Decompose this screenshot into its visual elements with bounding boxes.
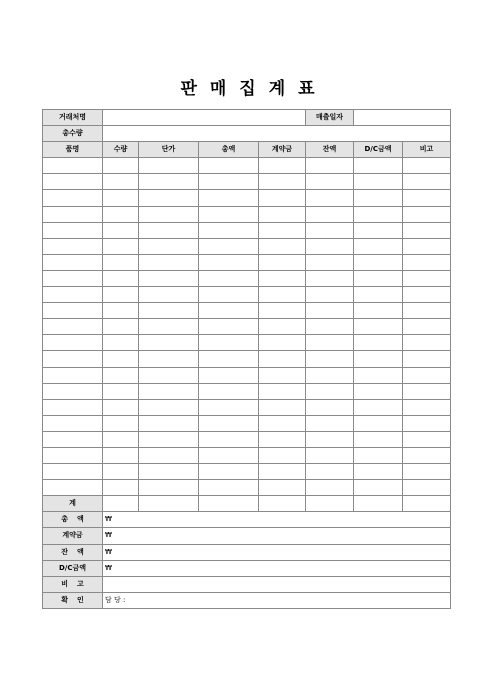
table-cell[interactable] — [306, 206, 354, 222]
table-cell[interactable] — [403, 270, 451, 286]
table-cell[interactable] — [259, 303, 306, 319]
client-label: 거래처명 — [43, 110, 103, 126]
col-remarks: 비고 — [403, 142, 451, 158]
total-qty-label: 총수량 — [43, 126, 103, 142]
table-cell[interactable] — [103, 174, 139, 190]
table-cell[interactable] — [306, 351, 354, 367]
dc-amount-label: D/C금액 — [43, 560, 103, 576]
table-cell[interactable] — [43, 351, 103, 367]
table-cell[interactable] — [403, 174, 451, 190]
table-row — [43, 367, 451, 383]
table-cell[interactable] — [354, 319, 403, 335]
table-row — [43, 303, 451, 319]
table-cell[interactable] — [403, 158, 451, 174]
col-unit-price: 단가 — [139, 142, 199, 158]
table-row — [43, 399, 451, 415]
total-row-cell[interactable] — [354, 496, 403, 512]
table-cell[interactable] — [199, 431, 259, 447]
table-cell[interactable] — [139, 270, 199, 286]
table-row — [43, 383, 451, 399]
table-cell[interactable] — [139, 415, 199, 431]
table-cell[interactable] — [43, 383, 103, 399]
table-cell[interactable] — [259, 206, 306, 222]
table-cell[interactable] — [139, 431, 199, 447]
table-cell[interactable] — [403, 335, 451, 351]
table-cell[interactable] — [354, 383, 403, 399]
table-cell[interactable] — [139, 303, 199, 319]
table-cell[interactable] — [403, 222, 451, 238]
col-quantity: 수량 — [103, 142, 139, 158]
table-cell[interactable] — [306, 383, 354, 399]
table-cell[interactable] — [199, 319, 259, 335]
table-cell[interactable] — [306, 464, 354, 480]
table-cell[interactable] — [306, 399, 354, 415]
confirm-field[interactable]: 담 당 : — [103, 592, 451, 608]
client-field[interactable] — [103, 110, 306, 126]
table-cell[interactable] — [306, 319, 354, 335]
table-cell[interactable] — [199, 303, 259, 319]
table-cell[interactable] — [354, 415, 403, 431]
table-row — [43, 222, 451, 238]
table-cell[interactable] — [103, 335, 139, 351]
table-cell[interactable] — [259, 431, 306, 447]
table-cell[interactable] — [259, 287, 306, 303]
table-row — [43, 206, 451, 222]
total-row — [43, 496, 451, 512]
total-qty-field[interactable] — [103, 126, 451, 142]
table-cell[interactable] — [199, 480, 259, 496]
table-cell[interactable] — [43, 238, 103, 254]
table-cell[interactable] — [354, 238, 403, 254]
col-total: 총액 — [199, 142, 259, 158]
table-cell[interactable] — [259, 399, 306, 415]
table-cell[interactable] — [43, 303, 103, 319]
table-cell[interactable] — [43, 480, 103, 496]
table-cell[interactable] — [139, 383, 199, 399]
page-title: 판매집계표 — [180, 79, 328, 99]
table-cell[interactable] — [306, 222, 354, 238]
table-cell[interactable] — [103, 415, 139, 431]
table-cell[interactable] — [403, 351, 451, 367]
table-cell[interactable] — [199, 287, 259, 303]
table-row — [43, 480, 451, 496]
table-cell[interactable] — [103, 447, 139, 463]
table-cell[interactable] — [103, 222, 139, 238]
remarks-label: 비고 — [43, 576, 103, 592]
table-cell[interactable] — [139, 174, 199, 190]
table-cell[interactable] — [103, 464, 139, 480]
table-cell[interactable] — [354, 303, 403, 319]
table-row — [43, 431, 451, 447]
table-cell[interactable] — [354, 270, 403, 286]
table-cell[interactable] — [199, 158, 259, 174]
table-cell[interactable] — [43, 206, 103, 222]
table-cell[interactable] — [43, 367, 103, 383]
col-dc-amount: D/C금액 — [354, 142, 403, 158]
table-cell[interactable] — [139, 254, 199, 270]
table-cell[interactable] — [259, 190, 306, 206]
table-cell[interactable] — [139, 351, 199, 367]
table-cell[interactable] — [403, 447, 451, 463]
table-row — [43, 335, 451, 351]
table-cell[interactable] — [43, 464, 103, 480]
dc-amount-field[interactable]: ₩ — [103, 560, 451, 576]
table-cell[interactable] — [403, 287, 451, 303]
table-cell[interactable] — [43, 254, 103, 270]
total-amount-field[interactable]: ₩ — [103, 512, 451, 528]
total-row-cell[interactable] — [403, 496, 451, 512]
confirm-label: 확인 — [43, 592, 103, 608]
balance-label: 잔액 — [43, 544, 103, 560]
table-cell[interactable] — [103, 383, 139, 399]
table-cell[interactable] — [259, 480, 306, 496]
table-cell[interactable] — [403, 206, 451, 222]
table-row — [43, 158, 451, 174]
table-cell[interactable] — [103, 319, 139, 335]
table-cell[interactable] — [306, 238, 354, 254]
table-cell[interactable] — [103, 254, 139, 270]
total-row-label: 계 — [43, 496, 103, 512]
table-cell[interactable] — [103, 158, 139, 174]
table-cell[interactable] — [199, 351, 259, 367]
table-row — [43, 287, 451, 303]
sale-date-label: 매출일자 — [306, 110, 354, 126]
table-cell[interactable] — [139, 238, 199, 254]
total-row-cell[interactable] — [259, 496, 306, 512]
table-row — [43, 254, 451, 270]
table-cell[interactable] — [43, 190, 103, 206]
table-cell[interactable] — [259, 319, 306, 335]
table-cell[interactable] — [199, 464, 259, 480]
table-cell[interactable] — [103, 480, 139, 496]
table-cell[interactable] — [103, 399, 139, 415]
table-cell[interactable] — [139, 335, 199, 351]
table-cell[interactable] — [259, 174, 306, 190]
table-cell[interactable] — [306, 158, 354, 174]
table-cell[interactable] — [139, 367, 199, 383]
table-cell[interactable] — [43, 447, 103, 463]
table-cell[interactable] — [403, 431, 451, 447]
table-cell[interactable] — [354, 480, 403, 496]
table-cell[interactable] — [43, 431, 103, 447]
table-cell[interactable] — [199, 447, 259, 463]
table-row — [43, 319, 451, 335]
table-cell[interactable] — [354, 351, 403, 367]
table-row — [43, 174, 451, 190]
table-cell[interactable] — [139, 287, 199, 303]
table-cell[interactable] — [199, 222, 259, 238]
table-cell[interactable] — [354, 254, 403, 270]
table-cell[interactable] — [259, 238, 306, 254]
table-cell[interactable] — [403, 190, 451, 206]
table-row — [43, 270, 451, 286]
total-row-cell[interactable] — [139, 496, 199, 512]
table-cell[interactable] — [139, 399, 199, 415]
table-cell[interactable] — [199, 367, 259, 383]
table-cell[interactable] — [354, 464, 403, 480]
table-cell[interactable] — [43, 222, 103, 238]
table-row — [43, 464, 451, 480]
total-row-cell[interactable] — [199, 496, 259, 512]
table-cell[interactable] — [103, 303, 139, 319]
table-cell[interactable] — [306, 431, 354, 447]
col-item-name: 품명 — [43, 142, 103, 158]
table-cell[interactable] — [199, 399, 259, 415]
table-cell[interactable] — [103, 238, 139, 254]
table-cell[interactable] — [306, 190, 354, 206]
table-cell[interactable] — [139, 464, 199, 480]
table-cell[interactable] — [306, 174, 354, 190]
table-cell[interactable] — [306, 480, 354, 496]
table-cell[interactable] — [259, 351, 306, 367]
table-cell[interactable] — [43, 319, 103, 335]
table-cell[interactable] — [306, 335, 354, 351]
table-cell[interactable] — [259, 222, 306, 238]
sale-date-field[interactable] — [354, 110, 451, 126]
table-cell[interactable] — [354, 174, 403, 190]
table-cell[interactable] — [43, 335, 103, 351]
table-cell[interactable] — [259, 270, 306, 286]
deposit-field[interactable]: ₩ — [103, 528, 451, 544]
table-cell[interactable] — [354, 222, 403, 238]
table-cell[interactable] — [199, 270, 259, 286]
remarks-field[interactable] — [103, 576, 451, 592]
total-row-cell[interactable] — [306, 496, 354, 512]
table-row — [43, 351, 451, 367]
col-balance: 잔액 — [306, 142, 354, 158]
table-row — [43, 190, 451, 206]
table-cell[interactable] — [354, 206, 403, 222]
table-cell[interactable] — [139, 158, 199, 174]
table-cell[interactable] — [259, 335, 306, 351]
table-cell[interactable] — [43, 399, 103, 415]
table-cell[interactable] — [403, 238, 451, 254]
table-cell[interactable] — [43, 158, 103, 174]
table-cell[interactable] — [259, 367, 306, 383]
col-deposit: 계약금 — [259, 142, 306, 158]
table-cell[interactable] — [259, 158, 306, 174]
table-cell[interactable] — [403, 254, 451, 270]
table-cell[interactable] — [103, 190, 139, 206]
table-cell[interactable] — [403, 319, 451, 335]
table-cell[interactable] — [103, 351, 139, 367]
table-cell[interactable] — [43, 270, 103, 286]
table-cell[interactable] — [354, 431, 403, 447]
table-cell[interactable] — [403, 303, 451, 319]
table-cell[interactable] — [354, 447, 403, 463]
table-cell[interactable] — [259, 464, 306, 480]
table-cell[interactable] — [259, 383, 306, 399]
table-cell[interactable] — [43, 287, 103, 303]
table-cell[interactable] — [199, 190, 259, 206]
table-row — [43, 447, 451, 463]
table-cell[interactable] — [199, 174, 259, 190]
table-cell[interactable] — [354, 335, 403, 351]
table-cell[interactable] — [103, 367, 139, 383]
table-cell[interactable] — [199, 254, 259, 270]
table-cell[interactable] — [199, 335, 259, 351]
table-cell[interactable] — [403, 464, 451, 480]
table-row — [43, 415, 451, 431]
table-cell[interactable] — [306, 254, 354, 270]
table-cell[interactable] — [306, 367, 354, 383]
column-header-row — [43, 142, 451, 158]
table-cell[interactable] — [306, 303, 354, 319]
table-cell[interactable] — [103, 287, 139, 303]
table-cell[interactable] — [103, 270, 139, 286]
total-row-cell[interactable] — [103, 496, 139, 512]
table-cell[interactable] — [139, 222, 199, 238]
table-cell[interactable] — [259, 415, 306, 431]
table-cell[interactable] — [354, 190, 403, 206]
deposit-label: 계약금 — [43, 528, 103, 544]
total-amount-label: 총액 — [43, 512, 103, 528]
table-row — [43, 238, 451, 254]
table-cell[interactable] — [403, 367, 451, 383]
table-cell[interactable] — [354, 287, 403, 303]
table-cell[interactable] — [354, 158, 403, 174]
table-cell[interactable] — [199, 206, 259, 222]
table-cell[interactable] — [306, 270, 354, 286]
table-cell[interactable] — [103, 431, 139, 447]
table-cell[interactable] — [306, 287, 354, 303]
sales-summary-table — [42, 109, 451, 609]
table-cell[interactable] — [103, 206, 139, 222]
table-cell[interactable] — [199, 383, 259, 399]
table-cell[interactable] — [354, 367, 403, 383]
balance-field[interactable]: ₩ — [103, 544, 451, 560]
table-cell[interactable] — [306, 447, 354, 463]
table-cell[interactable] — [139, 480, 199, 496]
table-cell[interactable] — [139, 190, 199, 206]
table-cell[interactable] — [199, 238, 259, 254]
table-cell[interactable] — [403, 383, 451, 399]
table-cell[interactable] — [259, 447, 306, 463]
table-cell[interactable] — [403, 399, 451, 415]
table-cell[interactable] — [306, 415, 354, 431]
table-cell[interactable] — [199, 415, 259, 431]
table-cell[interactable] — [403, 415, 451, 431]
table-cell[interactable] — [43, 174, 103, 190]
table-cell[interactable] — [43, 415, 103, 431]
table-cell[interactable] — [139, 447, 199, 463]
table-cell[interactable] — [139, 206, 199, 222]
table-cell[interactable] — [259, 254, 306, 270]
table-cell[interactable] — [139, 319, 199, 335]
table-cell[interactable] — [354, 399, 403, 415]
table-cell[interactable] — [403, 480, 451, 496]
